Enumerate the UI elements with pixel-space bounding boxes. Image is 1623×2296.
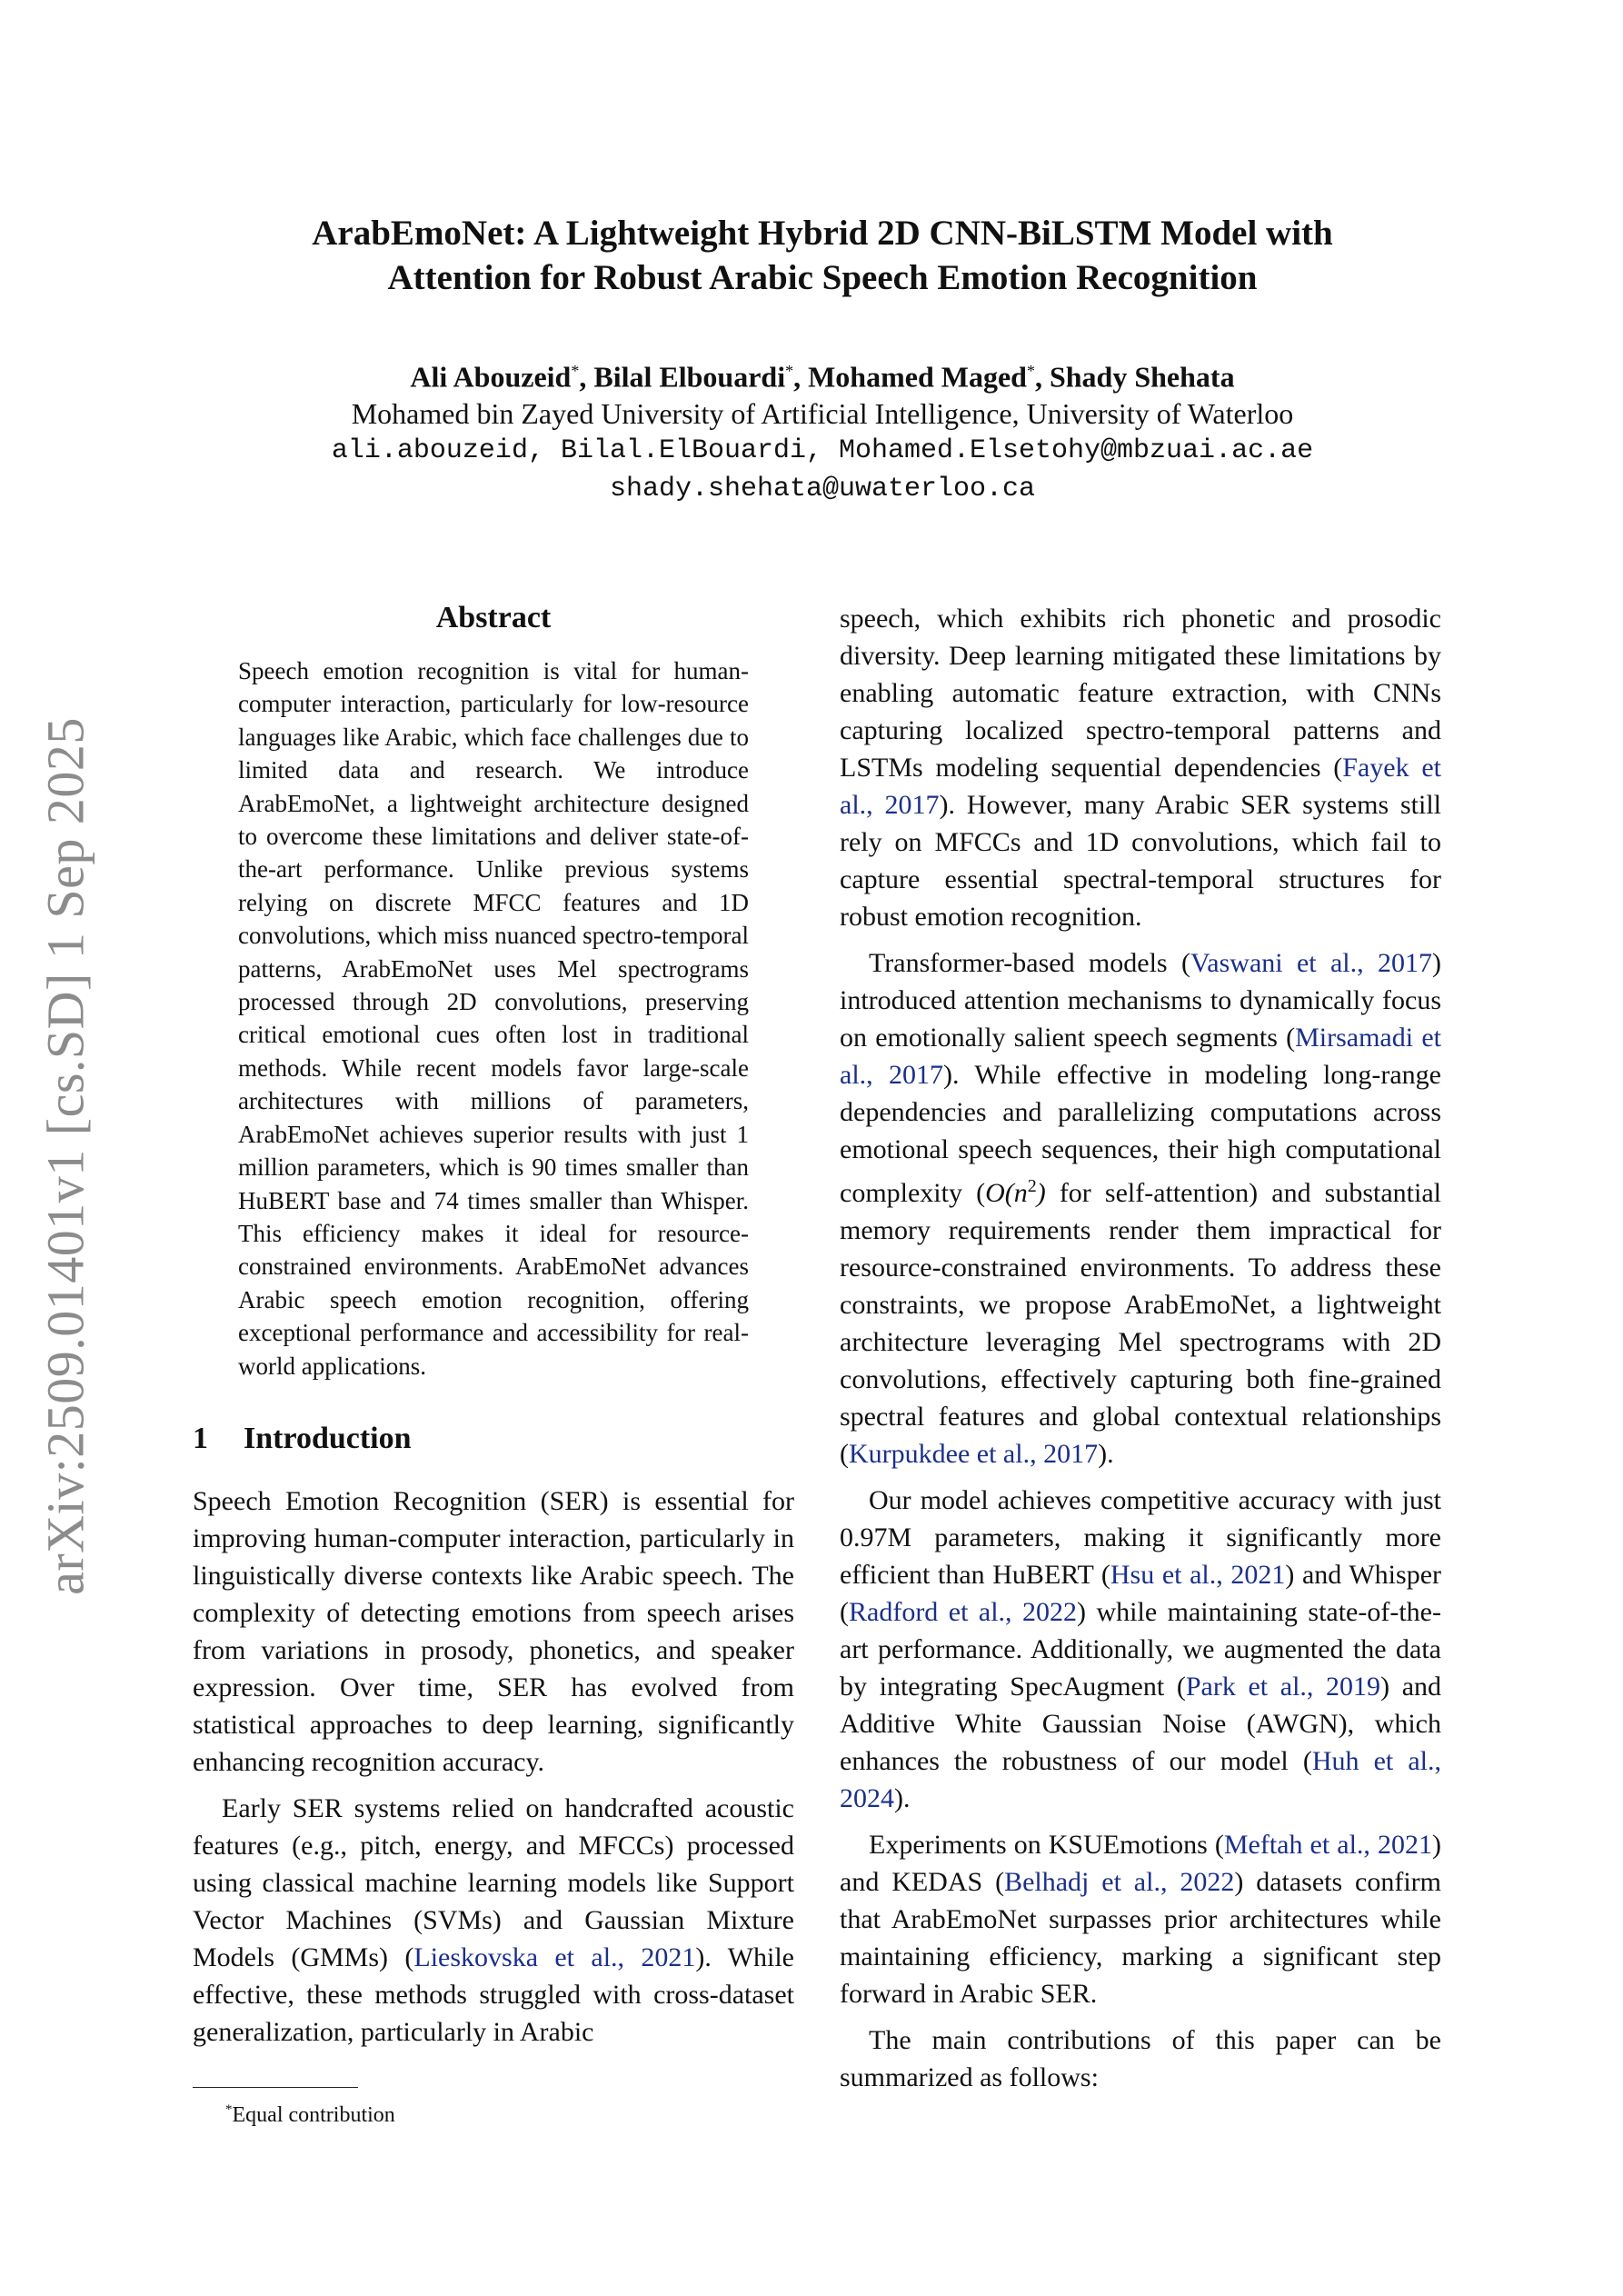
citation-link[interactable]: Meftah et al., 2021 xyxy=(1223,1830,1433,1860)
left-column xyxy=(193,600,794,2051)
arxiv-stamp-text: arXiv:2509.01401v1 [cs.SD] 1 Sep 2025 xyxy=(35,717,95,1595)
right-paragraph-3: Our model achieves competitive accuracy with just 0.97M parameters, making it significantly more efficient than HuBERT (Hsu et al., 2021) and Whisper (Radford et al., 2022) while maintaining state-of-the-art performance. Additionally, we augmented the data by integrating SpecAugment (Park et al., 2019) and Additive White Gaussian Noise (AWGN), which enhances the robustness of our model (Huh et al., 2024). xyxy=(840,1485,1442,1813)
citation-link[interactable]: Park et al., 2019 xyxy=(1185,1672,1381,1702)
right-paragraph-2: Transformer-based models (Vaswani et al., 2017) introduced attention mechanisms to dynamically focus on emotionally salient speech segments (Mirsamadi et al., 2017). While effective in modeling long-range dependencies and parallelizing computations across emotional speech sequences, their high computational complexity ($O(n^2)$ for self-attention) and substantial memory requirements render them impractical for resource-constrained environments. To address these constraints, we propose ArabEmoNet, a lightweight architecture leveraging Mel spectrograms with 2D convolutions, effectively capturing both fine-grained spectral features and global contextual relationships (Kurpukdee et al., 2017). xyxy=(840,948,1441,1469)
citation-link[interactable]: Kurpukdee et al., 2017 xyxy=(849,1439,1099,1469)
author-names: Ali Abouzeid*, Bilal Elbouardi*, Mohamed Maged*, Shady Shehata xyxy=(410,360,1235,394)
right-paragraph-5: The main contributions of this paper can be summarized as follows: xyxy=(840,2025,1441,2092)
citation-link[interactable]: Mirsamadi et al., 2017 xyxy=(840,1023,1441,1090)
equal-contribution-marker: * xyxy=(571,362,580,380)
author-name: Shady Shehata xyxy=(1049,360,1235,394)
complexity-formula: $O(n^2)$ xyxy=(985,1176,1046,1208)
equal-contribution-marker: * xyxy=(1026,362,1035,380)
section-heading-introduction xyxy=(193,1421,794,1457)
citation-link[interactable]: Vaswani et al., 2017 xyxy=(1190,948,1432,978)
equal-contribution-marker: * xyxy=(785,362,794,380)
author-emails-line-2: shady.shehata@uwaterloo.ca xyxy=(609,473,1036,504)
author-block xyxy=(164,353,1481,508)
section-title: Introduction xyxy=(244,1421,412,1455)
affiliation: Mohamed bin Zayed University of Artificial Intelligence, University of Waterloo xyxy=(351,396,1294,430)
right-paragraph-1: speech, which exhibits rich phonetic and prosodic diversity. Deep learning mitigated these limitations by enabling automatic feature extraction, with CNNs capturing localized spectro-temporal patterns and LSTMs modeling sequential dependencies (Fayek et al., 2017). However, many Arabic SER systems still rely on MFCCs and 1D convolutions, which fail to capture essential spectral-temporal structures for robust emotion recognition. xyxy=(840,604,1441,932)
abstract-text: Speech emotion recognition is vital for human-computer interaction, particularly for low-resource languages like Arabic, which face challenges due to limited data and research. We introduce ArabEmoNet, a lightweight architecture designed to overcome these limitations and deliver state-of-the-art performance. Unlike previous systems relying on discrete MFCC features and 1D convolutions, which miss nuanced spectro-temporal patterns, ArabEmoNet uses Mel spectrograms processed through 2D convolutions, preserving critical emotional cues often lost in traditional methods. While recent models favor large-scale architectures with millions of parameters, ArabEmoNet achieves superior results with just 1 million parameters, which is 90 times smaller than HuBERT base and 74 times smaller than Whisper. This efficiency makes it ideal for resource-constrained environments. ArabEmoNet advances Arabic speech emotion recognition, offering exceptional performance and accessibility for real-world applications. xyxy=(238,657,749,1380)
citation-link[interactable]: Radford et al., 2022 xyxy=(849,1597,1078,1627)
citation-link[interactable]: Hsu et al., 2021 xyxy=(1110,1560,1286,1590)
title-line-2: Attention for Robust Arabic Speech Emotion Recognition xyxy=(387,258,1258,297)
footnote xyxy=(225,2096,395,2129)
title-line-1: ArabEmoNet: A Lightweight Hybrid 2D CNN-BiLSTM Model with xyxy=(312,214,1333,253)
author-name: Mohamed Maged xyxy=(808,360,1027,394)
right-column xyxy=(840,600,1441,2096)
paper-title xyxy=(164,211,1481,300)
intro-paragraph-1: Speech Emotion Recognition (SER) is essential for improving human-computer interaction, particularly in linguistically diverse contexts like Arabic speech. The complexity of detecting emotions from speech arises from variations in prosody, phonetics, and speaker expression. Over time, SER has evolved from statistical approaches to deep learning, significantly enhancing recognition accuracy. xyxy=(193,1485,794,1777)
citation-link[interactable]: Fayek et al., 2017 xyxy=(840,753,1441,820)
author-emails-line-1: ali.abouzeid, Bilal.ElBouardi, Mohamed.Elsetohy@mbzuai.ac.ae xyxy=(331,434,1314,466)
abstract-heading: Abstract xyxy=(435,601,552,634)
footnote-marker: * xyxy=(225,2102,233,2117)
intro-paragraph-2: Early SER systems relied on handcrafted acoustic features (e.g., pitch, energy, and MFCCs) processed using classical machine learning models like Support Vector Machines (SVMs) and Gaussian Mixture Models (GMMs) (Lieskovska et al., 2021). While effective, these methods struggled with cross-dataset generalization, particularly in Arabic xyxy=(193,1792,794,2047)
footnote-text: Equal contribution xyxy=(232,2103,395,2127)
author-name: Bilal Elbouardi xyxy=(593,360,786,394)
right-paragraph-4: Experiments on KSUEmotions (Meftah et al., 2021) and KEDAS (Belhadj et al., 2022) datasets confirm that ArabEmoNet surpasses prior architectures while maintaining efficiency, marking a significant step forward in Arabic SER. xyxy=(840,1830,1442,2009)
citation-link[interactable]: Huh et al., 2024 xyxy=(840,1746,1441,1813)
citation-link[interactable]: Belhadj et al., 2022 xyxy=(1004,1867,1235,1897)
section-number: 1 xyxy=(193,1421,208,1455)
author-name: Ali Abouzeid xyxy=(410,360,572,394)
citation-link[interactable]: Lieskovska et al., 2021 xyxy=(413,1942,696,1972)
footnote-divider xyxy=(193,2087,358,2088)
